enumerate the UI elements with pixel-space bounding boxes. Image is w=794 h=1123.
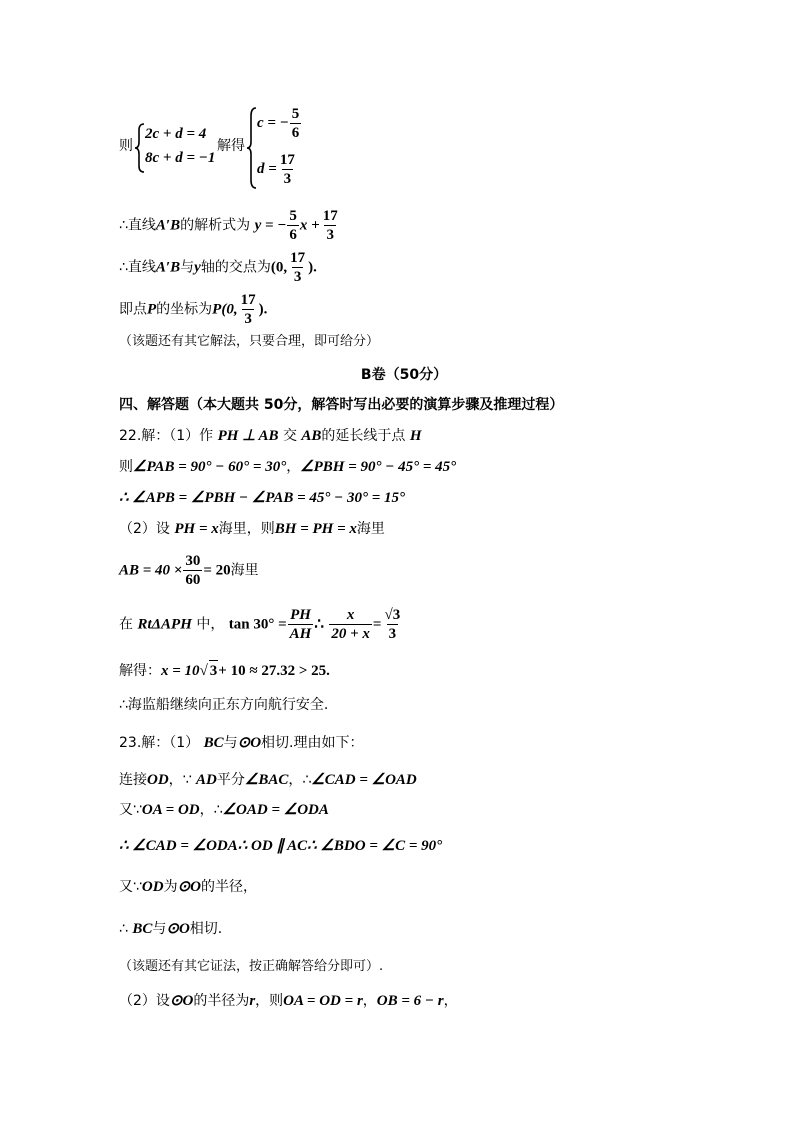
q23-line-3: 又∵OA = OD，∴∠OAD = ∠ODA [119,802,329,818]
q23-line-1: 23.解：（1） BC与⊙O相切.理由如下： [119,735,364,751]
equation-1: 2c + d = 4 [145,126,207,142]
q23-line-4: ∴ ∠CAD = ∠ODA∴ OD ∥ AC∴ ∠BDO = ∠C = 90° [119,838,443,854]
section-4-title: 四、解答题（本大题共 50分，解答时写出必要的演算步骤及推理过程） [119,397,564,413]
system-prefix: 则 [119,138,133,154]
q22-line-1: 22.解：（1）作 PH ⊥ AB 交 AB的延长线于点 H [119,428,422,444]
q22-line-4: （2）设 PH = x海里，则BH = PH = x海里 [119,521,385,537]
q23-line-8: （2）设⊙O的半径为r，则OA = OD = r，OB = 6 − r， [119,993,458,1009]
section-b-title: B卷（50分） [360,367,448,383]
note-1: （该题还有其它解法，只要合理，即可给分） [119,334,380,349]
q22-line-8: ∴海监船继续向正东方向航行安全. [119,697,329,713]
equation-2: 8c + d = −1 [145,150,216,166]
q23-line-5: 又∵OD为⊙O的半径， [119,879,257,895]
solution-d: d = $\frac{17}{3}$ [257,152,295,187]
line-expression: ∴直线A′B的解析式为 y = − $\frac{5}{6}$ x + $\frac{17}{3}$ [119,208,338,243]
q22-line-3: ∴ ∠APB = ∠PBH − ∠PAB = 45° − 30° = 15° [119,490,406,506]
q23-line-2: 连接OD，∵ AD平分∠BAC，∴∠CAD = ∠OAD [119,772,417,788]
note-2: （该题还有其它证法，按正确解答给分即可）. [119,959,384,974]
y-intercept-line: ∴直线A′B与y轴的交点为(0, $\frac{17}{3}$ ). [119,250,317,285]
q22-line-5: AB = 40 × $\frac{30}{60}$ = 20海里 [119,553,259,588]
q22-line-7: 解得：x = 10√ 3+ 10 ≈ 27.32 > 25. [119,660,330,681]
solution-c: c = − $\frac{5}{6}$ [257,106,300,141]
q22-line-6: 在 RtΔAPH 中， tan 30° = $\frac{PH}{AH}$ ∴ $\frac{x}{20 + x}$ = $\frac{√3}{3}$ [119,607,401,642]
q23-line-6: ∴ BC与⊙O相切. [119,921,223,937]
q22-line-2: 则∠PAB = 90° − 60° = 30°，∠PBH = 90° − 45° = 45° [119,459,457,475]
point-p-line: 即点P的坐标为P(0, $\frac{17}{3}$ ). [119,292,268,327]
solve-label: 解得 [217,138,245,154]
